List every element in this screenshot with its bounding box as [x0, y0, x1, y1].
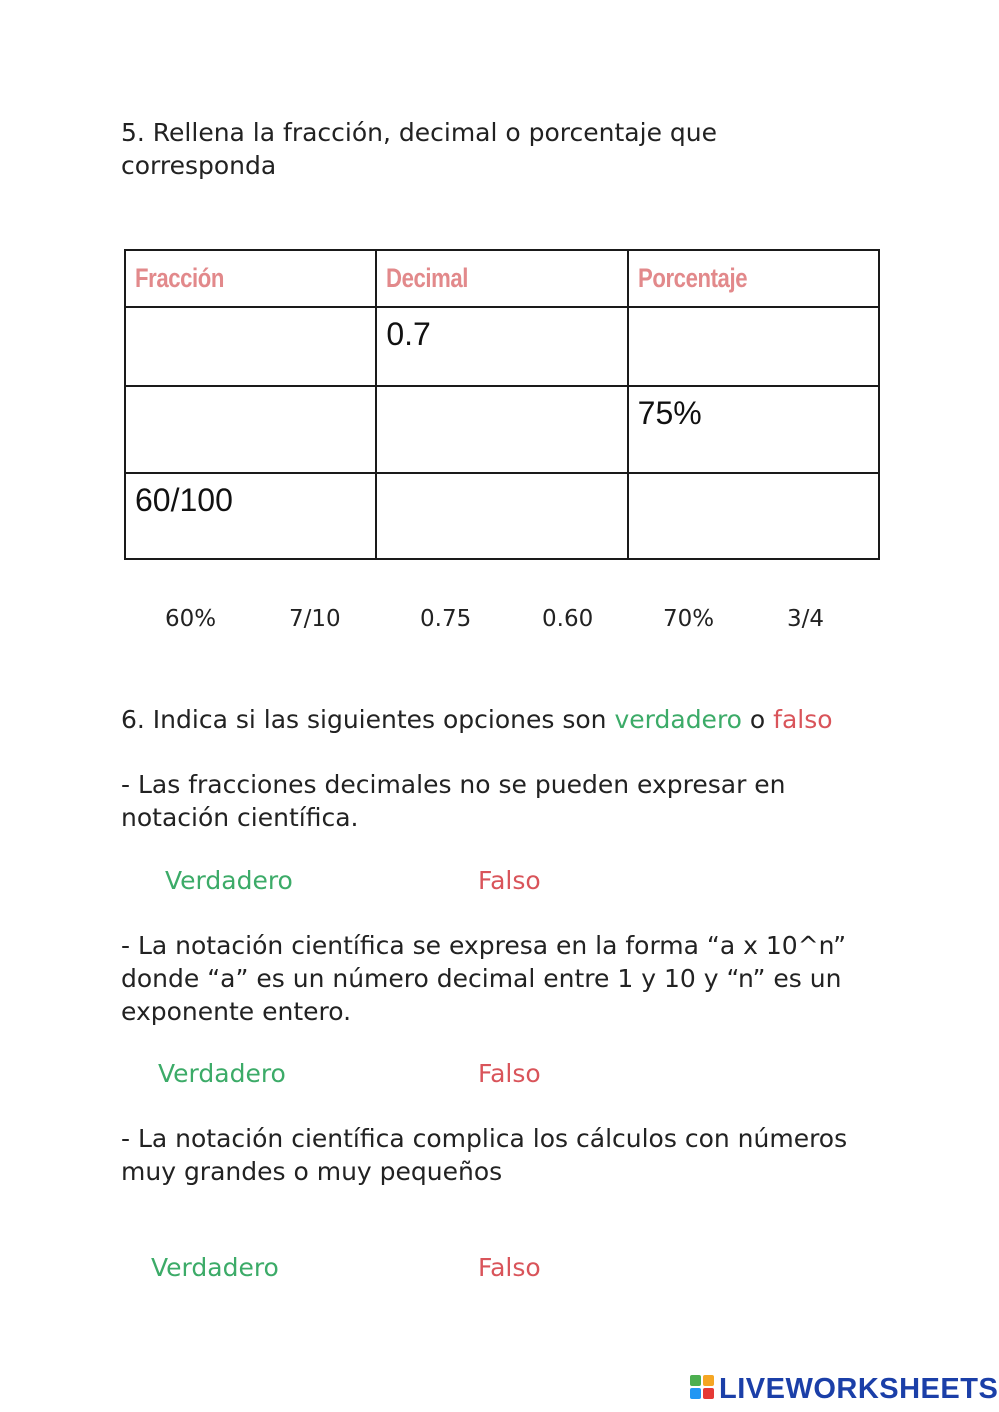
- cell-decimal-input[interactable]: [376, 473, 627, 559]
- table-row: [125, 386, 879, 473]
- live-logo-icon: [690, 1375, 716, 1401]
- statement-1-true-option[interactable]: Verdadero: [165, 866, 293, 895]
- table-row: [125, 473, 879, 559]
- cell-decimal-input[interactable]: [376, 386, 627, 473]
- header-porcentaje: Porcentaje: [628, 250, 879, 307]
- question-5-title: 5. Rellena la fracción, decimal o porcentaje que corresponda: [121, 118, 717, 180]
- option-chip[interactable]: 0.60: [542, 606, 594, 632]
- liveworksheets-logo: LIVEWORKSHEETS: [690, 1373, 998, 1403]
- option-chip[interactable]: 3/4: [787, 606, 825, 632]
- question-6-title: 6. Indica si las siguientes opciones son verdadero o falso: [121, 705, 833, 734]
- header-fraccion: Fracción: [125, 250, 376, 307]
- option-chip[interactable]: 60%: [165, 606, 217, 632]
- header-decimal: Decimal: [376, 250, 627, 307]
- statement-1: - Las fracciones decimales no se pueden expresar en notación científica.: [121, 770, 786, 832]
- statement-3-true-option[interactable]: Verdadero: [151, 1253, 279, 1282]
- statement-3-false-option[interactable]: Falso: [478, 1253, 541, 1282]
- cell-decimal: 0.7: [376, 307, 627, 386]
- cell-fraction-input[interactable]: [125, 307, 376, 386]
- cell-percent-input[interactable]: [628, 473, 879, 559]
- statement-2: - La notación científica se expresa en la forma “a x 10^n” donde “a” es un número decimal entre 1 y 10 y “n” es un exponente entero.: [121, 931, 847, 1026]
- table-row: [125, 307, 879, 386]
- option-chip[interactable]: 0.75: [420, 606, 472, 632]
- statement-2-true-option[interactable]: Verdadero: [158, 1059, 286, 1088]
- statement-2-false-option[interactable]: Falso: [478, 1059, 541, 1088]
- cell-percent: 75%: [628, 386, 879, 473]
- cell-fraction-input[interactable]: [125, 386, 376, 473]
- statement-3: - La notación científica complica los cálculos con números muy grandes o muy pequeños: [121, 1124, 848, 1186]
- option-chip[interactable]: 70%: [663, 606, 715, 632]
- table-header-row: [125, 250, 879, 307]
- conversion-table: [124, 249, 880, 560]
- answer-options-bank: [124, 606, 880, 640]
- statement-1-false-option[interactable]: Falso: [478, 866, 541, 895]
- true-word: verdadero: [614, 705, 742, 734]
- option-chip[interactable]: 7/10: [289, 606, 341, 632]
- cell-fraction: 60/100: [125, 473, 376, 559]
- cell-percent-input[interactable]: [628, 307, 879, 386]
- false-word: falso: [773, 705, 833, 734]
